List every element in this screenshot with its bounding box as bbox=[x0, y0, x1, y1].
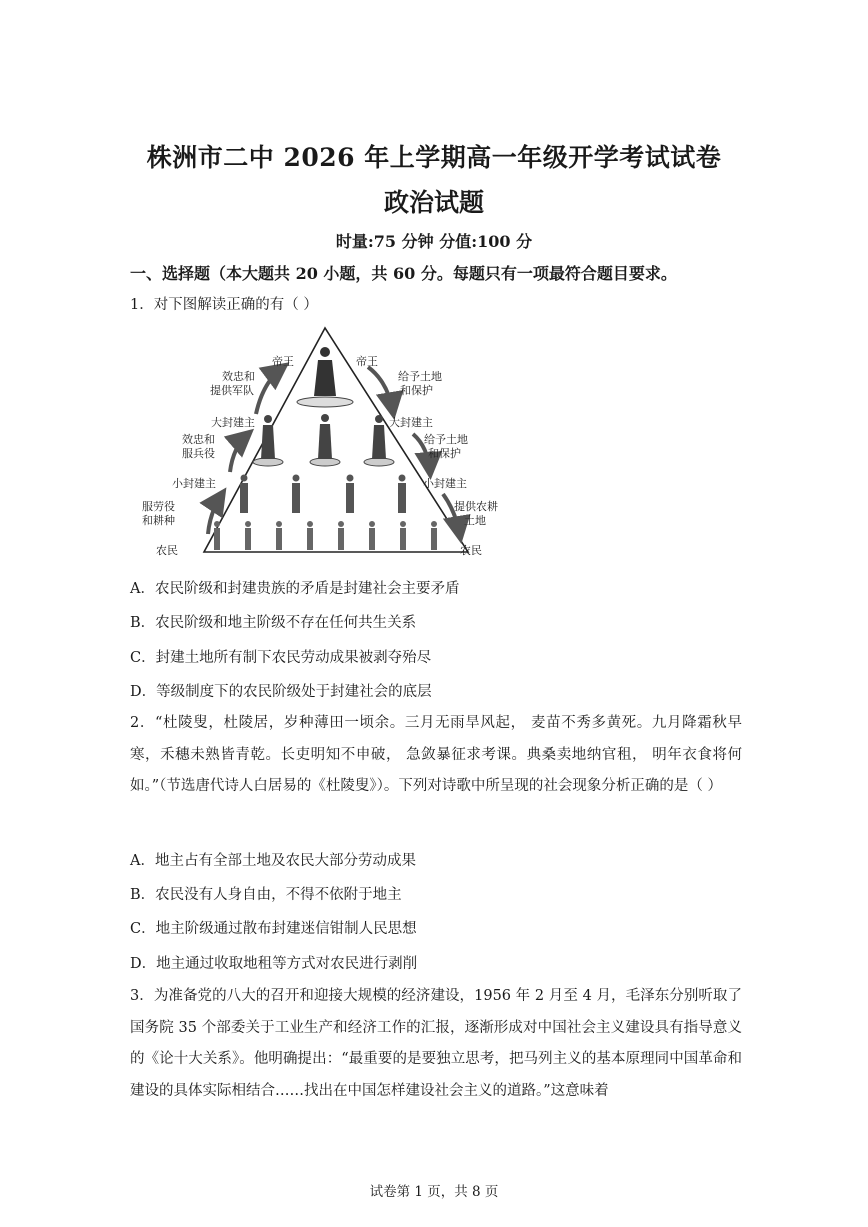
label-left-peasant: 农民 bbox=[156, 544, 178, 557]
exam-subject: 政治试题 bbox=[383, 188, 484, 217]
emperor-figure bbox=[314, 347, 336, 396]
feudal-hierarchy-pyramid-figure bbox=[138, 322, 498, 564]
label-give-land-2b: 和保护 bbox=[428, 447, 461, 460]
label-right-peasant: 农民 bbox=[460, 544, 482, 557]
question-1-option-d: D．等级制度下的农民阶级处于封建社会的底层 bbox=[130, 684, 432, 700]
label-provide-land-2: 土地 bbox=[464, 514, 486, 527]
peasant-figures bbox=[214, 521, 437, 550]
question-2-stem: 2．“杜陵叟，杜陵居，岁种薄田一顷余。三月无雨旱风起， 麦苗不秀多黄死。九月降霜秋早寒，禾穗未熟皆青乾。长吏明知不申破， 急敛暴征求考课。典桑卖地纳官租， 明年衣食将何如。”（节选唐代诗人白居易的《杜陵叟》）。下列对诗歌中所呈现的社会现象分析正确的是（ ） bbox=[130, 715, 742, 794]
label-loyalty-labor-2: 服兵役 bbox=[182, 447, 215, 460]
question-1-stem: 1．对下图解读正确的有（ ） bbox=[130, 297, 318, 313]
question-1-option-a: A．农民阶级和封建贵族的矛盾是封建社会主要矛盾 bbox=[130, 581, 460, 597]
section-heading: 一、选择题（本大题共 20 小题，共 60 分。每题只有一项最符合题目要求。 bbox=[130, 264, 677, 283]
arrow-left-top bbox=[256, 367, 283, 414]
label-loyalty-army-2: 提供军队 bbox=[210, 384, 254, 397]
emperor-platform bbox=[297, 397, 353, 407]
label-loyalty-army-1: 效忠和 bbox=[222, 370, 255, 383]
small-lord-figures bbox=[240, 475, 406, 514]
label-left-big-lord: 大封建主 bbox=[211, 416, 255, 429]
label-give-land-1b: 和保护 bbox=[400, 384, 433, 397]
label-loyalty-labor-1: 效忠和 bbox=[182, 433, 215, 446]
arrow-right-top bbox=[368, 367, 393, 412]
label-right-emperor: 帝王 bbox=[356, 355, 378, 368]
question-3-stem: 3．为准备党的八大的召开和迎接大规模的经济建设，1956 年 2 月至 4 月，毛泽东分别听取了国务院 35 个部委关于工业生产和经济工作的汇报，逐渐形成对中国社会主义建设具有指导意义的《论十大关系》。他明确提出：“最重要的是要独立思考，把马列主义的基本原理同中国革命和建设的具体实际相结合……找出在中国怎样建设社会主义的道路。”这意味着 bbox=[130, 988, 742, 1099]
label-right-small-lord: 小封建主 bbox=[423, 477, 467, 490]
label-labor-farming-2: 和耕种 bbox=[142, 514, 175, 527]
label-labor-farming-1: 服劳役 bbox=[142, 500, 175, 513]
label-give-land-1a: 给予土地 bbox=[398, 370, 442, 383]
arrow-left-mid bbox=[230, 434, 248, 472]
page-footer: 试卷第 1 页，共 8 页 bbox=[369, 1184, 499, 1200]
question-2-option-b: B．农民没有人身自由，不得不依附于地主 bbox=[130, 887, 402, 903]
question-2-option-d: D．地主通过收取地租等方式对农民进行剥削 bbox=[130, 956, 418, 972]
label-give-land-2a: 给予土地 bbox=[424, 433, 468, 446]
question-2-option-a: A．地主占有全部土地及农民大部分劳动成果 bbox=[130, 853, 416, 869]
question-1-option-c: C．封建土地所有制下农民劳动成果被剥夺殆尽 bbox=[130, 650, 432, 666]
question-2-option-c: C．地主阶级通过散布封建迷信钳制人民思想 bbox=[130, 921, 417, 937]
exam-meta: 时量:75 分钟 分值:100 分 bbox=[335, 232, 533, 251]
question-1-option-b: B．农民阶级和地主阶级不存在任何共生关系 bbox=[130, 615, 417, 631]
label-right-big-lord: 大封建主 bbox=[389, 416, 433, 429]
label-left-small-lord: 小封建主 bbox=[172, 477, 216, 490]
label-left-emperor: 帝王 bbox=[272, 355, 294, 368]
label-provide-land-1: 提供农耕 bbox=[454, 500, 498, 513]
exam-title: 株洲市二中 2026 年上学期高一年级开学考试试卷 bbox=[146, 143, 722, 172]
